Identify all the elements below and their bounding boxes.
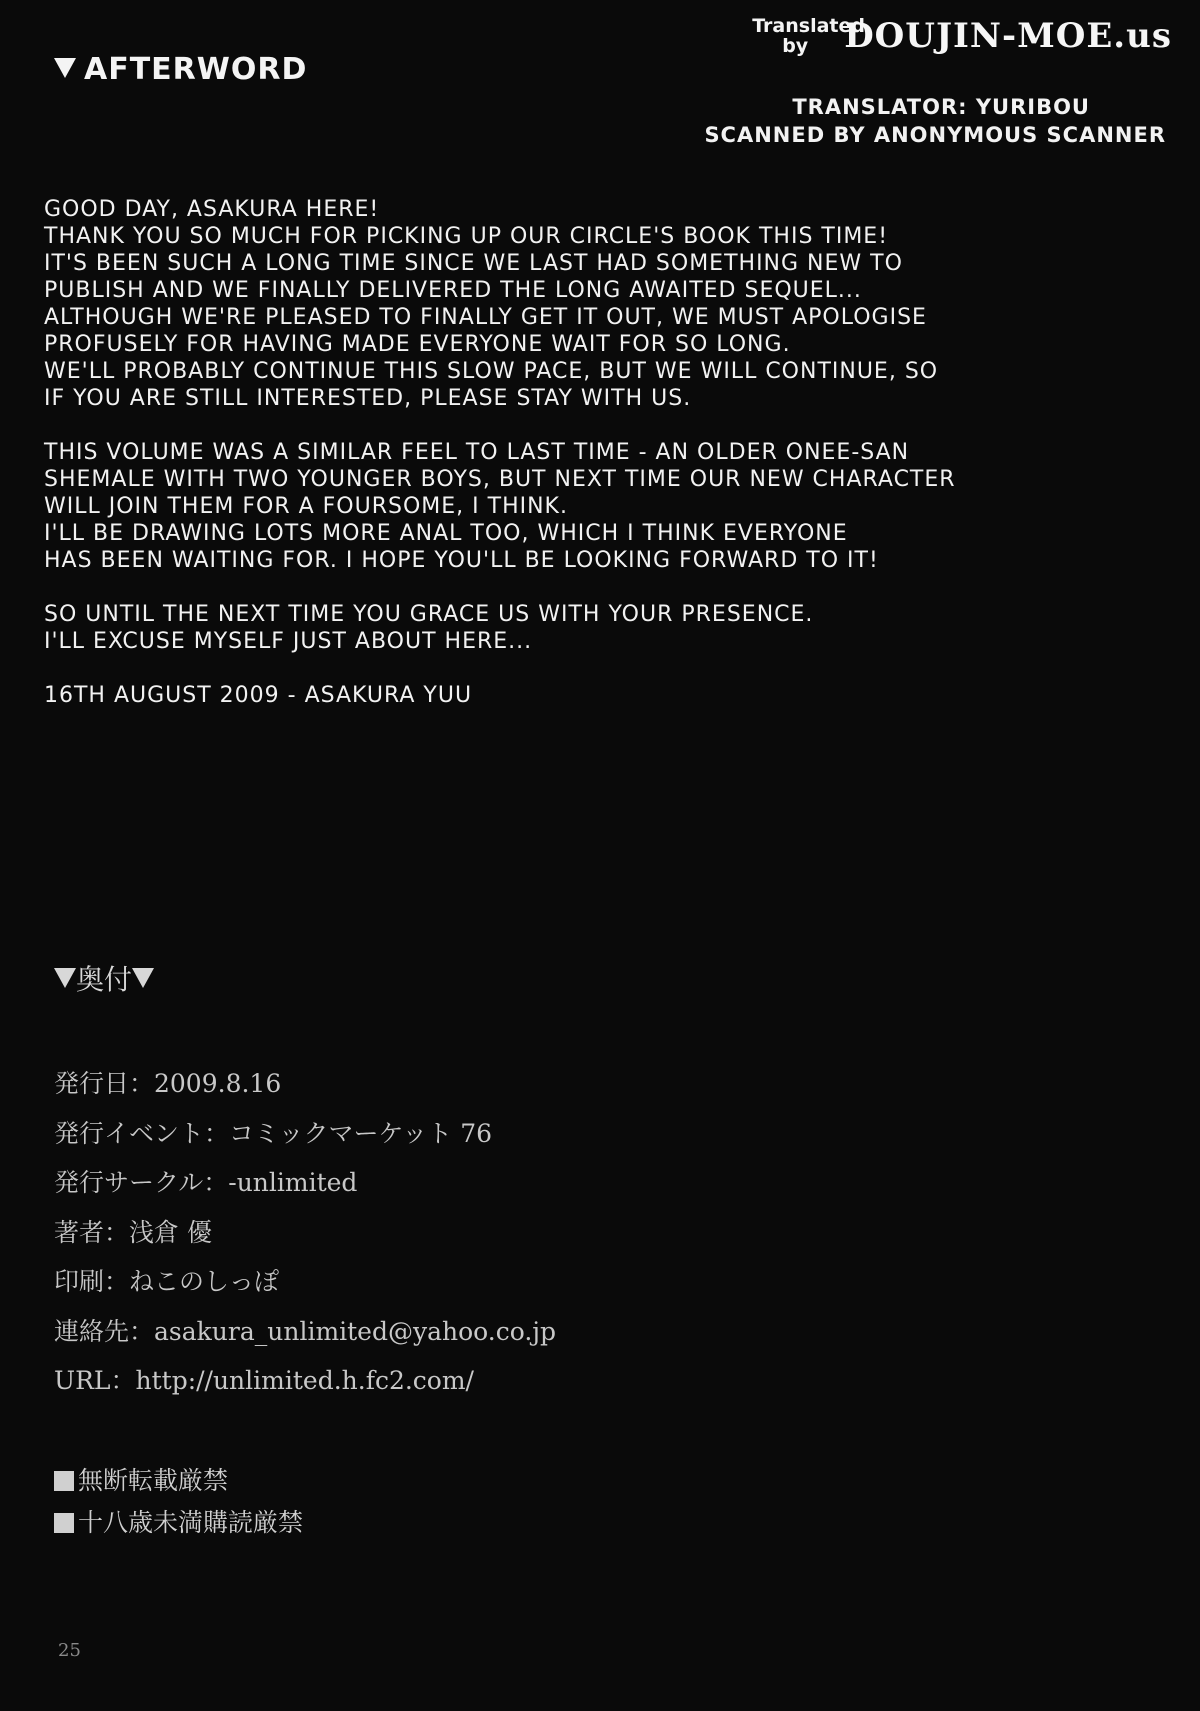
paragraph xyxy=(44,439,1164,574)
paragraph xyxy=(44,682,1164,709)
paragraph xyxy=(44,196,1164,412)
afterword-body xyxy=(44,196,1164,736)
square-bullet-icon xyxy=(54,1471,74,1491)
text-line: PUBLISH AND WE FINALLY DELIVERED THE LONG AWAITED SEQUEL... xyxy=(44,278,862,303)
notice-text: 十八歳未満購読厳禁 xyxy=(78,1508,304,1537)
notice-row xyxy=(54,1460,303,1502)
text-line: PROFUSELY FOR HAVING MADE EVERYONE WAIT FOR SO LONG. xyxy=(44,332,791,357)
text-line: IF YOU ARE STILL INTERESTED, PLEASE STAY WITH US. xyxy=(44,386,692,411)
prohibition-notes xyxy=(54,1460,303,1544)
colophon-row: 発行イベント：コミックマーケット 76 xyxy=(54,1118,493,1148)
brand-logo-text: DOUJIN-MOE.us xyxy=(844,16,1172,56)
notice-text: 無断転載厳禁 xyxy=(78,1466,229,1495)
text-line: SHEMALE WITH TWO YOUNGER BOYS, BUT NEXT TIME OUR NEW CHARACTER xyxy=(44,467,956,492)
text-line: THIS VOLUME WAS A SIMILAR FEEL TO LAST TIME - AN OLDER ONEE-SAN xyxy=(44,440,910,465)
text-line: HAS BEEN WAITING FOR. I HOPE YOU'LL BE LOOKING FORWARD TO IT! xyxy=(44,548,879,573)
triangle-down-icon xyxy=(54,968,76,988)
text-line: I'LL EXCUSE MYSELF JUST ABOUT HERE... xyxy=(44,629,533,654)
colophon-row: 発行サークル：-unlimited xyxy=(54,1168,358,1197)
translated-by-label xyxy=(752,15,865,57)
scanner-credit: SCANNED BY ANONYMOUS SCANNER xyxy=(704,123,1166,147)
text-line: 16TH AUGUST 2009 - ASAKURA YUU xyxy=(44,683,473,708)
colophon-title: 奥付 xyxy=(76,963,133,996)
translation-credit-logo xyxy=(752,16,1172,56)
text-line: IT'S BEEN SUCH A LONG TIME SINCE WE LAST HAD SOMETHING NEW TO xyxy=(44,251,903,276)
paragraph xyxy=(44,601,1164,655)
colophon-row: URL：http://unlimited.h.fc2.com/ xyxy=(54,1366,474,1395)
triangle-down-icon xyxy=(54,58,76,78)
colophon-row: 連絡先：asakura_unlimited@yahoo.co.jp xyxy=(54,1316,557,1346)
credits-block xyxy=(704,93,1166,149)
square-bullet-icon xyxy=(54,1513,74,1533)
afterword-title: AFTERWORD xyxy=(84,52,308,87)
colophon-row: 発行日：2009.8.16 xyxy=(54,1069,282,1098)
colophon-row: 印刷：ねこのしっぽ xyxy=(54,1267,280,1296)
afterword-heading xyxy=(54,52,307,87)
text-line: I'LL BE DRAWING LOTS MORE ANAL TOO, WHICH I THINK EVERYONE xyxy=(44,521,848,546)
text-line: THANK YOU SO MUCH FOR PICKING UP OUR CIRCLE'S BOOK THIS TIME! xyxy=(44,224,889,249)
text-line: SO UNTIL THE NEXT TIME YOU GRACE US WITH YOUR PRESENCE. xyxy=(44,602,814,627)
text-line: ALTHOUGH WE'RE PLEASED TO FINALLY GET IT OUT, WE MUST APOLOGISE xyxy=(44,305,927,330)
colophon-row: 著者：浅倉 優 xyxy=(54,1217,212,1247)
colophon-heading xyxy=(54,958,154,998)
colophon-details xyxy=(54,1064,556,1411)
translator-credit: TRANSLATOR: YURIBOU xyxy=(792,95,1090,119)
notice-row xyxy=(54,1502,303,1544)
text-line: WE'LL PROBABLY CONTINUE THIS SLOW PACE, BUT WE WILL CONTINUE, SO xyxy=(44,359,939,384)
triangle-down-icon xyxy=(132,968,154,988)
text-line: WILL JOIN THEM FOR A FOURSOME, I THINK. xyxy=(44,494,568,519)
text-line: GOOD DAY, ASAKURA HERE! xyxy=(44,197,380,222)
page-number: 25 xyxy=(58,1640,81,1661)
translated-by-text: Translated by xyxy=(752,15,865,57)
